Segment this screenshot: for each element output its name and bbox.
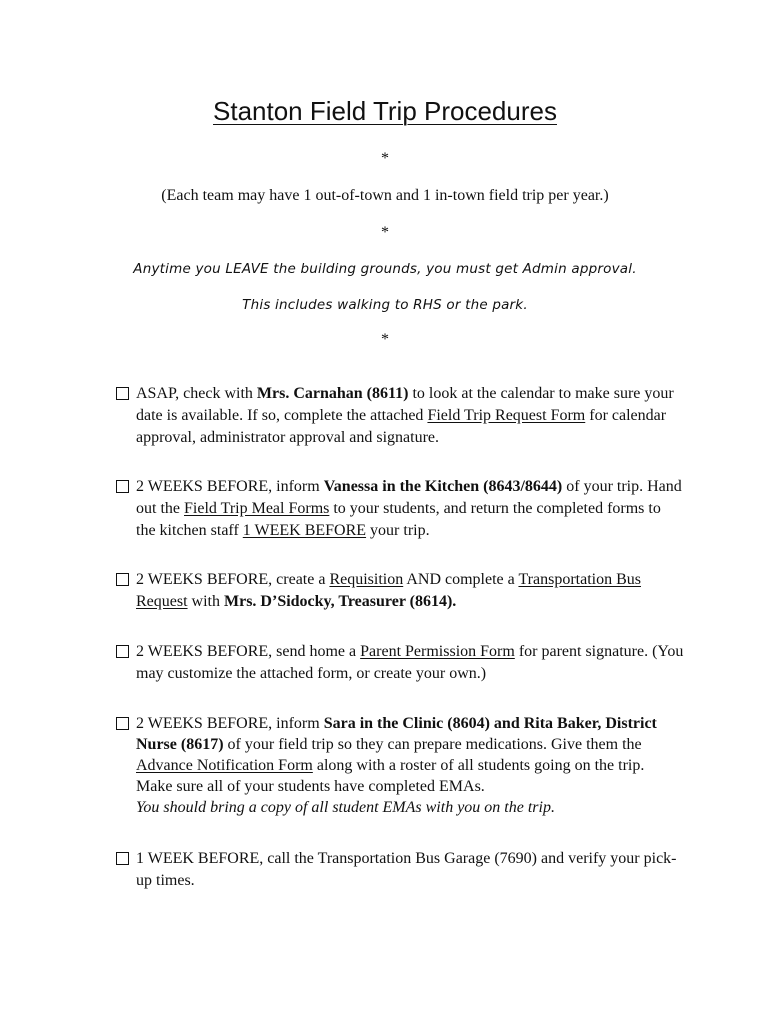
item-2-text-d: to your students, and return the completed forms to the kitchen staff: [136, 500, 661, 539]
item-2-text-e: your trip.: [366, 522, 430, 539]
checklist-item: [114, 848, 684, 892]
checklist-item: [114, 641, 684, 685]
item-3-text-c: AND complete a: [403, 571, 519, 588]
separator-asterisk: *: [381, 331, 389, 348]
item-2-text-a: 2 WEEKS BEFORE, inform: [136, 478, 324, 495]
item-5-text-a: 2 WEEKS BEFORE, inform: [136, 715, 324, 732]
item-2-text: [136, 476, 684, 542]
ema-reminder: You should bring a copy of all student EMAs with you on the trip.: [136, 799, 555, 816]
checklist-item: [114, 476, 684, 542]
separator-asterisk: *: [381, 224, 389, 241]
item-1-text-c: to look at the calendar to make sure your date is available. If so, complete the attached: [136, 385, 674, 424]
item-5-text: [136, 713, 684, 818]
item-3-text-a: 2 WEEKS BEFORE, create a: [136, 571, 330, 588]
checklist-item: [114, 383, 684, 449]
requisition-link[interactable]: Requisition: [329, 571, 404, 588]
item-4-text: [136, 641, 684, 685]
advance-notification-form-link[interactable]: Advance Notification Form: [136, 757, 313, 774]
contact-dsidocky: Mrs. D’Sidocky, Treasurer (8614).: [224, 593, 457, 610]
item-1-text-d: for calendar approval, administrator approval and signature.: [136, 407, 667, 446]
field-trip-meal-forms-link[interactable]: Field Trip Meal Forms: [184, 500, 330, 517]
page-title: Stanton Field Trip Procedures: [213, 96, 557, 126]
item-6-text-a: 1 WEEK BEFORE, call the Transportation Bus Garage (7690) and verify your pick-up times.: [136, 850, 677, 889]
parent-permission-form-link[interactable]: Parent Permission Form: [360, 643, 515, 660]
one-week-before-text: 1 WEEK BEFORE: [242, 522, 367, 539]
item-1-text-a: ASAP, check with: [136, 385, 257, 402]
item-5-text-d: along with a roster of all students going on the trip. Make sure all of your students have completed EMAs.: [136, 757, 645, 795]
transportation-bus-request-link[interactable]: Transportation Bus Request: [136, 571, 641, 610]
intro-text: (Each team may have 1 out-of-town and 1 in-town field trip per year.): [161, 187, 609, 204]
separator-asterisk: *: [381, 150, 389, 167]
field-trip-request-form-link[interactable]: Field Trip Request Form: [427, 407, 586, 424]
item-5-text-c: of your field trip so they can prepare medications. Give them the: [223, 736, 642, 753]
item-2-text-c: of your trip. Hand out the: [136, 478, 682, 517]
contact-sara-rita: Sara in the Clinic (8604) and Rita Baker, District Nurse (8617): [136, 715, 657, 753]
contact-carnahan: Mrs. Carnahan (8611): [256, 385, 409, 402]
contact-vanessa: Vanessa in the Kitchen (8643/8644): [323, 478, 563, 495]
item-3-text: [136, 569, 684, 613]
checklist-item: [114, 713, 684, 818]
admin-notice-line-1: Anytime you LEAVE the building grounds, you must get Admin approval.: [133, 261, 637, 277]
item-3-text-d: with: [187, 593, 224, 610]
item-4-text-c: for parent signature. (You may customize the attached form, or create your own.): [136, 643, 684, 682]
item-4-text-a: 2 WEEKS BEFORE, send home a: [136, 643, 361, 660]
item-6-text: [136, 848, 684, 892]
item-1-text: [136, 383, 684, 449]
admin-notice-line-2: This includes walking to RHS or the park.: [242, 297, 528, 313]
checklist-item: [114, 569, 684, 613]
